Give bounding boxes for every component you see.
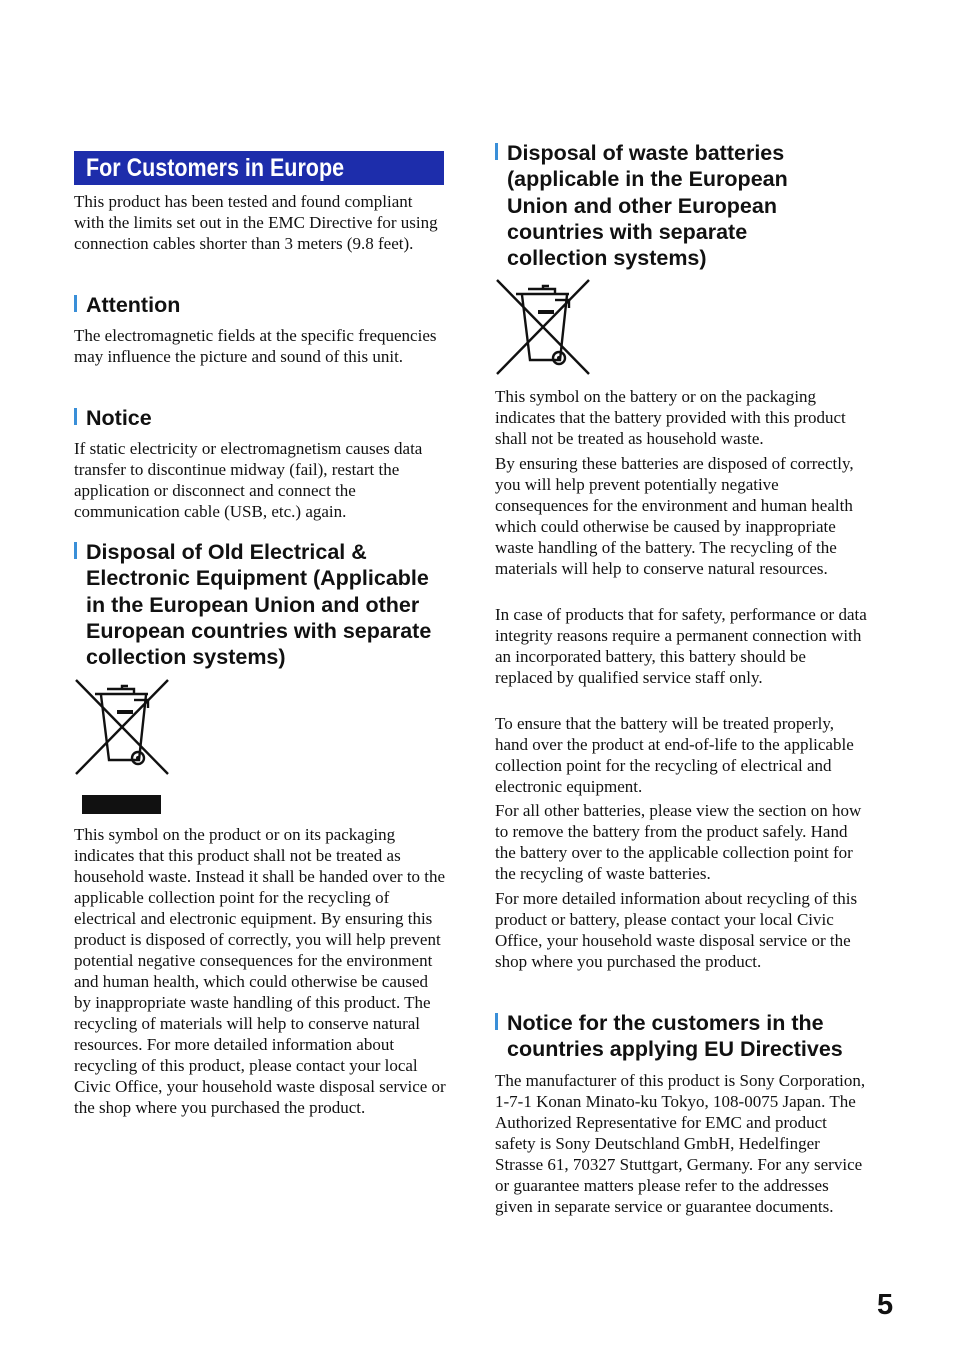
weee-heading: Disposal of Old Electrical & Electronic Equipment (Applicable in the European Union and other European countries with separate collection systems) (74, 539, 448, 670)
notice-text: If static electricity or electromagnetism causes data transfer to discontinue midway (fail), restart the application or disconnect and connect the communication cable (USB, etc.) again. (74, 439, 423, 521)
battery-paragraph-5: For all other batteries, please view the section on how to remove the battery from the product safely. Hand the battery over to the applicable collection point for the recycling of waste batteries. (495, 801, 862, 883)
crossed-out-wheelie-bin-icon (495, 278, 591, 376)
heading-marker (495, 1013, 498, 1030)
black-bar-mark (82, 795, 161, 814)
eu-directives-text: The manufacturer of this product is Sony Corporation, 1-7-1 Konan Minato-ku Tokyo, 108-0075 Japan. The Authorized Representative for EMC and product safety is Sony Deutschland GmbH, Hedelfinger Strasse 61, 70327 Stuttgart, Germany. For any service or guarantee matters please refer to the addresses given in separate service or guarantee documents. (495, 1071, 866, 1216)
heading-marker (74, 542, 77, 559)
battery-paragraph-3: In case of products that for safety, performance or data integrity reasons require a permanent connection with an incorporated battery, this battery should be replaced by qualified service staff only. (495, 605, 867, 687)
section-banner (74, 151, 444, 185)
heading-marker (74, 408, 77, 425)
emc-intro-text: This product has been tested and found compliant with the limits set out in the EMC Directive for using connection cables shorter than 3 meters (9.8 feet). (74, 192, 438, 253)
weee-text: This symbol on the product or on its packaging indicates that this product shall not be treated as household waste. Instead it shall be handed over to the applicable collection point for the recycling of electrical and electronic equipment. By ensuring this product is disposed of correctly, you will help prevent potential negative consequences for the environment and human health, which could otherwise be caused by inappropriate waste handling of this product. The recycling of materials will help to conserve natural resources. For more detailed information about recycling of this product, please contact your local Civic Office, your household waste disposal service or the shop where you purchased the product. (74, 825, 446, 1117)
eu-directives-heading: Notice for the customers in the countries applying EU Directives (495, 1010, 867, 1063)
banner-title: For Customers in Europe (86, 154, 345, 182)
attention-text: The electromagnetic fields at the specific frequencies may influence the picture and sound of this unit. (74, 326, 437, 366)
page-number: 5 (877, 1289, 894, 1321)
battery-heading: Disposal of waste batteries (applicable in the European Union and other European countries with separate collection systems) (495, 140, 825, 271)
battery-paragraph-2: By ensuring these batteries are disposed of correctly, you will help prevent potentially negative consequences for the environment and human health which could otherwise be caused by inappropriate waste handling of the battery. The recycling of the materials will help to conserve natural resources. (495, 454, 854, 578)
attention-heading: Attention (74, 292, 446, 318)
battery-paragraph-1: This symbol on the battery or on the packaging indicates that the battery provided with this product shall not be treated as household waste. (495, 387, 846, 448)
battery-paragraph-4: To ensure that the battery will be treated properly, hand over the product at end-of-life to the applicable collection point for the recycling of electrical and electronic equipment. (495, 714, 854, 796)
heading-marker (74, 295, 77, 312)
crossed-out-wheelie-bin-icon (74, 678, 170, 776)
battery-paragraph-6: For more detailed information about recycling of this product or battery, please contact your local Civic Office, your household waste disposal service or the shop where you purchased the product. (495, 889, 858, 971)
notice-heading: Notice (74, 405, 446, 431)
heading-marker (495, 143, 498, 160)
